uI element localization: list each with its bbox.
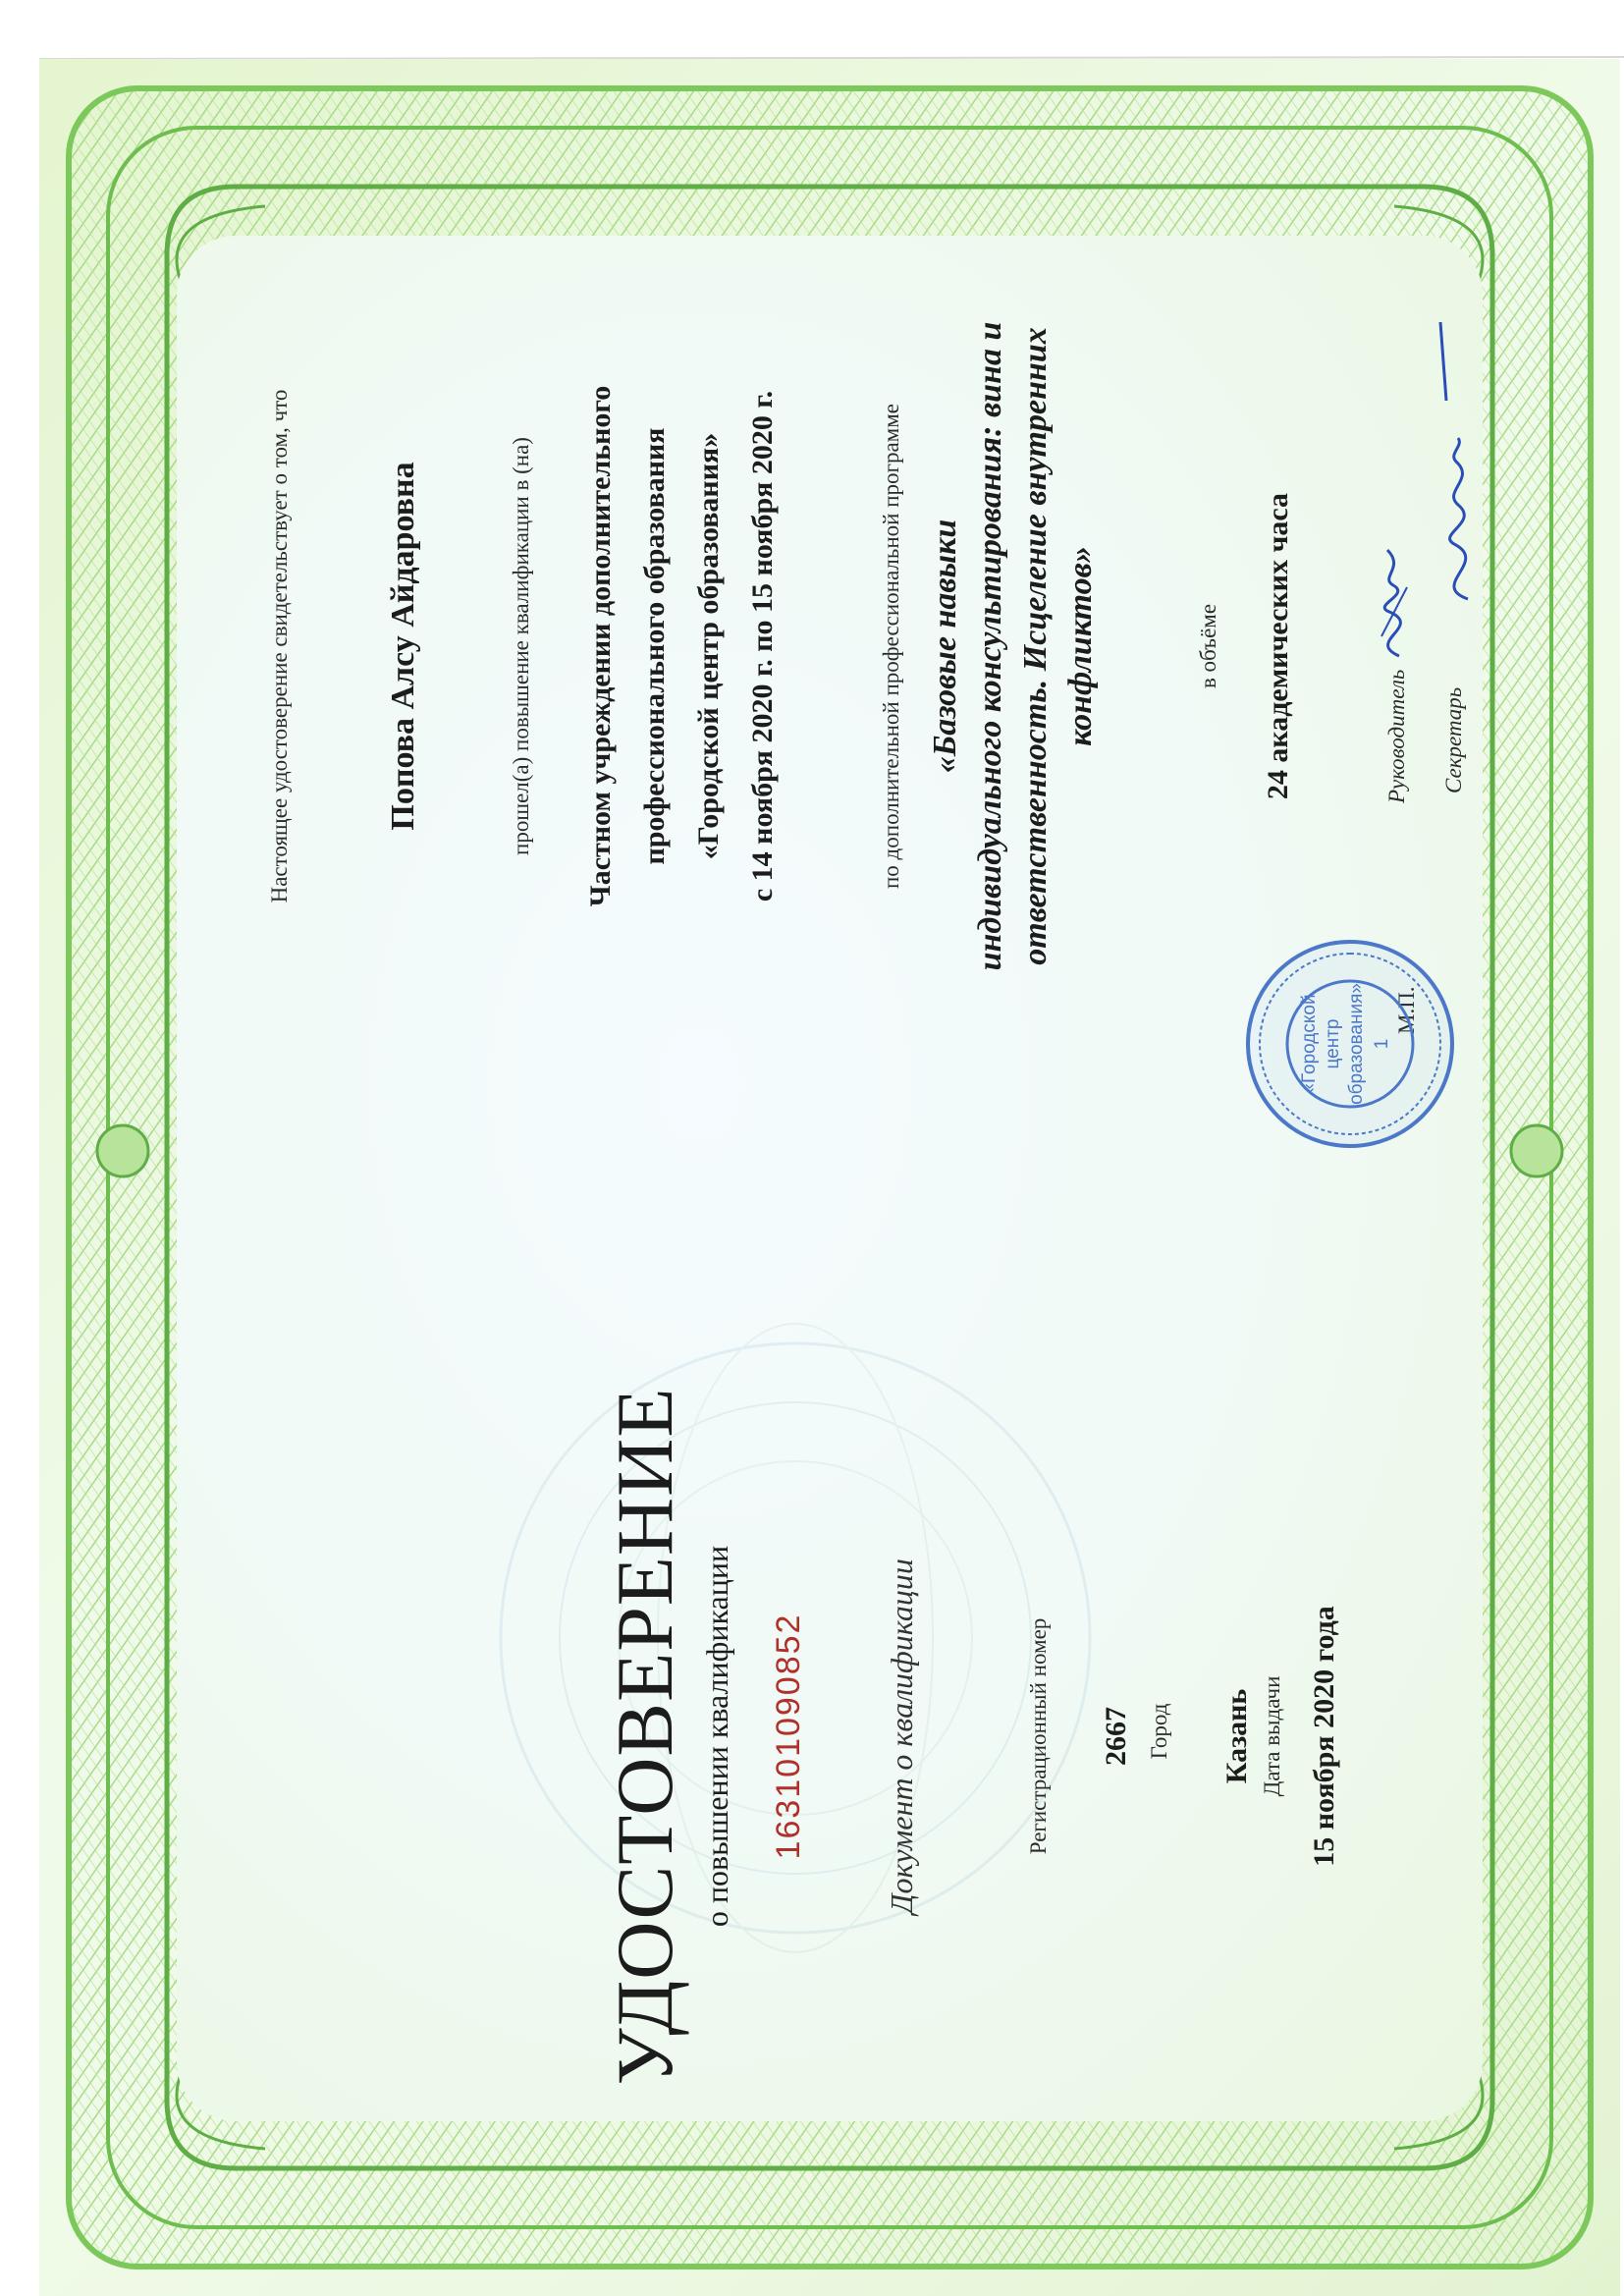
program-line-3: ответственность. Исцеление внутренних [1017,327,1054,965]
program-line-4: конфликтов» [1062,546,1099,746]
stamp-line-2: центр [1323,1018,1343,1069]
secretary-signature [1419,312,1497,607]
certificate-content [39,59,1620,2296]
stamp-line-3: образования» [1346,983,1367,1105]
issue-date-label: Дата выдачи [1260,1675,1284,1797]
program-label: по дополнительной профессиональной программе [879,404,903,889]
study-period: с 14 ноября 2020 г. по 15 ноября 2020 г. [746,390,779,902]
organization-line-3: «Городской центр образования» [692,432,725,860]
round-stamp [1242,936,1458,1152]
registration-number: 2667 [1100,1707,1132,1766]
program-line-2: индивидуального консультирования: вина и [972,321,1008,971]
stamp-number: 1 [1372,1038,1392,1050]
holder-name: Попова Алсу Айдаровна [385,462,421,831]
head-label: Руководитель [1384,669,1409,803]
city-label: Город [1147,1703,1171,1760]
program-line-1: «Базовые навыки [927,519,963,774]
certificate-title: УДОСТОВЕРЕНИЕ [600,1387,689,2086]
certificate-subtitle: о повышении квалификации [699,1545,734,1928]
issue-date: 15 ноября 2020 года [1308,1606,1340,1867]
secretary-label: Секретарь [1441,686,1466,793]
intro-text: Настоящее удостоверение свидетельствует о том, что [267,389,292,903]
stamp-line-1: «Городской [1299,994,1320,1094]
organization-line-1: Частном учреждении дополнительного [584,385,617,907]
volume-hours: 24 академических часа [1262,492,1294,800]
volume-label: в объёме [1196,603,1220,689]
organization-line-2: профессионального образования [638,427,671,865]
passed-text: прошел(а) повышение квалификации в (на) [509,437,533,855]
document-note: Документ о квалификации [884,1558,919,1914]
city: Казань [1220,1688,1253,1784]
serial-number: 163101090852 [770,1613,807,1860]
registration-label: Регистрационный номер [1026,1617,1051,1855]
